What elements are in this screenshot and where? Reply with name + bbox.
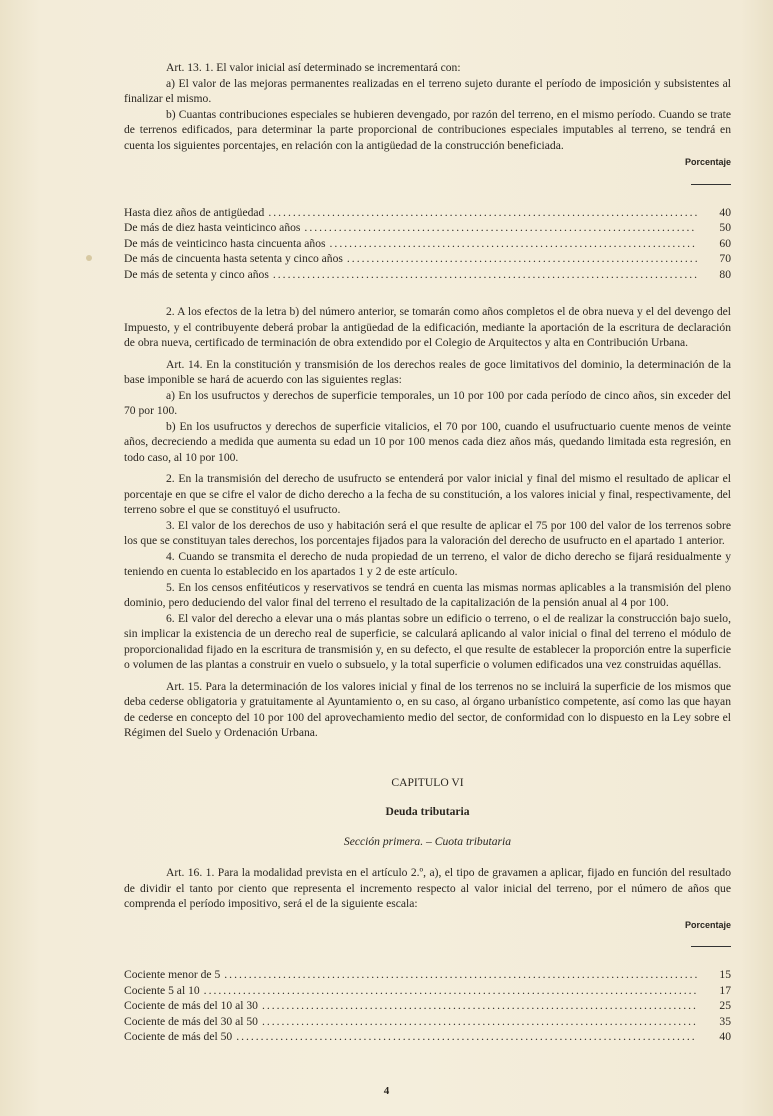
art13-para-2: 2. A los efectos de la letra b) del número anterior, se tomarán como años completos el de obra nueva y el del devengo del Impuesto, y el contribuyente deberá probar la antigüedad de la edificación, mediante la aportación de la escritura de declaración de obra nueva, certificado de terminación de obra extendido por el Colegio de Arquitectos y alta en Contribución Urbana. xyxy=(124,305,731,349)
table1-label: De más de diez hasta veinticinco años xyxy=(124,221,301,234)
table2-value: 15 xyxy=(719,968,731,981)
table1-value: 50 xyxy=(719,221,731,234)
table2-label: Cociente de más del 50 xyxy=(124,1030,233,1043)
art14-item-b: b) En los usufructos y derechos de superficie vitalicios, el 70 por 100, cuando el usufructuario cuente menos de veinte años, decreciendo a medida que aumenta su edad un 10 por 100 menos cada diez años más, quedando limitada esta regresión, en todo caso, al 10 por 100. xyxy=(124,419,731,464)
table1-label: De más de setenta y cinco años xyxy=(124,267,269,281)
table1-row xyxy=(124,220,731,236)
art13-intro: Art. 13. 1. El valor inicial así determinado se incrementará con: xyxy=(166,61,461,74)
table2-row xyxy=(124,983,731,999)
table1-row xyxy=(124,236,731,252)
table1-label: De más de veinticinco hasta cincuenta años xyxy=(124,236,326,250)
table1-header-rule xyxy=(691,184,731,185)
table2 xyxy=(124,967,731,1045)
table2-value: 25 xyxy=(719,999,731,1012)
table2-label: Cociente de más del 30 al 50 xyxy=(124,1014,258,1028)
paper-stain xyxy=(86,255,92,261)
table1-row xyxy=(124,251,731,267)
table2-row xyxy=(124,998,731,1014)
art14-para-5: 5. En los censos enfitéuticos y reservativos se tendrá en cuenta las mismas normas aplicables a la transmisión del pleno dominio, pero deduciendo del valor final del terreno el resultado de la capitalización de la pensión anual al 4 por 100. xyxy=(124,580,731,609)
art14-para-4: 4. Cuando se transmita el derecho de nuda propiedad de un terreno, el valor de dicho derecho se fijará residualmente y teniendo en cuenta lo establecido en los apartados 1 y 2 de este artículo. xyxy=(124,549,731,578)
art15-para: Art. 15. Para la determinación de los valores inicial y final de los terrenos no se incluirá la superficie de los mismos que deba cederse obligatoria y gratuitamente al Ayuntamiento o, en su caso, al órgano urbanístico competente, así como las que hayan de cederse en concepto del 10 por 100 del aprovechamiento medio del sector, de conformidad con lo dispuesto en la Ley sobre el Régimen del Suelo y Ordenación Urbana. xyxy=(124,679,731,739)
art14-para-2: 2. En la transmisión del derecho de usufructo se entenderá por valor inicial y final del mismo el resultado de aplicar el porcentaje en que se cifre el valor de dicho derecho a la fecha de su constitución, a los valores inicial y final, respectivamente, del terreno sobre el que se constituyó el usufructo. xyxy=(124,472,731,516)
chapter-title: CAPITULO VI xyxy=(391,775,464,789)
art14-intro: Art. 14. En la constitución y transmisión de los derechos reales de goce limitativos del dominio, la determinación de la base imponible se hará de acuerdo con las siguientes reglas: xyxy=(124,357,731,386)
table1-value: 40 xyxy=(719,205,731,219)
table2-label: Cociente 5 al 10 xyxy=(124,983,200,997)
table1-row xyxy=(124,205,731,221)
table1-value: 80 xyxy=(719,267,731,281)
document-body xyxy=(124,60,731,1045)
art14-para-6: 6. El valor del derecho a elevar una o más plantas sobre un edificio o terreno, o el de realizar la construcción bajo suelo, sin implicar la existencia de un derecho real de superficie, se calculará aplicando al valor inicial o final del terreno el módulo de proporcionalidad fijado en la escritura de transmisión y, en su defecto, el que resulte de establecer la proporción entre la superficie o volumen de las plantas a construir en vuelo o subsuelo, y la total superficie o volumen edificados una vez construidas aquéllas. xyxy=(124,611,731,671)
table1-label: De más de cincuenta hasta setenta y cinco años xyxy=(124,252,343,265)
table2-row xyxy=(124,1029,731,1045)
table1-header: Porcentaje xyxy=(684,157,731,167)
table2-row xyxy=(124,967,731,983)
art14-item-a: a) En los usufructos y derechos de superficie temporales, un 10 por 100 por cada período de cinco años, sin exceder del 70 por 100. xyxy=(124,388,731,417)
table1-value: 60 xyxy=(719,236,731,250)
table2-label: Cociente de más del 10 al 30 xyxy=(124,999,258,1012)
section-title: Sección primera. – Cuota tributaria xyxy=(343,834,512,848)
table2-label: Cociente menor de 5 xyxy=(124,968,221,981)
art16-intro: Art. 16. 1. Para la modalidad prevista en el artículo 2.º, a), el tipo de gravamen a aplicar, fijado en función del resultado de dividir el tanto por ciento que representa el incremento respecto al valor inicial del terreno, por el número de años que comprenda el período impositivo, será el de la siguiente escala: xyxy=(124,866,731,910)
art14-para-3: 3. El valor de los derechos de uso y habitación será el que resulte de aplicar el 75 por 100 del valor de los terrenos sobre los que se constituyan tales derechos, los porcentajes fijados para la valoración del derecho de usufructo en el apartado 1 anterior. xyxy=(124,518,731,547)
table2-value: 17 xyxy=(719,983,731,997)
table1 xyxy=(124,205,731,283)
page-number: 4 xyxy=(383,1085,390,1097)
table2-row xyxy=(124,1014,731,1030)
table2-value: 35 xyxy=(719,1014,731,1028)
chapter-subtitle: Deuda tributaria xyxy=(385,805,470,818)
table2-value: 40 xyxy=(719,1030,731,1043)
art13-item-a: a) El valor de las mejoras permanentes realizadas en el terreno sujeto durante el período de imposición y subsistentes al finalizar el mismo. xyxy=(124,76,731,105)
table1-value: 70 xyxy=(719,252,731,265)
table1-label: Hasta diez años de antigüedad xyxy=(124,205,265,219)
table2-header-rule xyxy=(691,946,731,947)
table2-header: Porcentaje xyxy=(684,919,731,930)
table1-row xyxy=(124,267,731,283)
art13-item-b: b) Cuantas contribuciones especiales se hubieren devengado, por razón del terreno, en el mismo período. Cuando se trate de terrenos edificados, para determinar la parte proporcional de contribuciones especiales imputables al terreno, se tendrá en cuenta los siguientes porcentajes, en relación con la antigüedad de la construcción beneficiada. xyxy=(124,107,731,152)
